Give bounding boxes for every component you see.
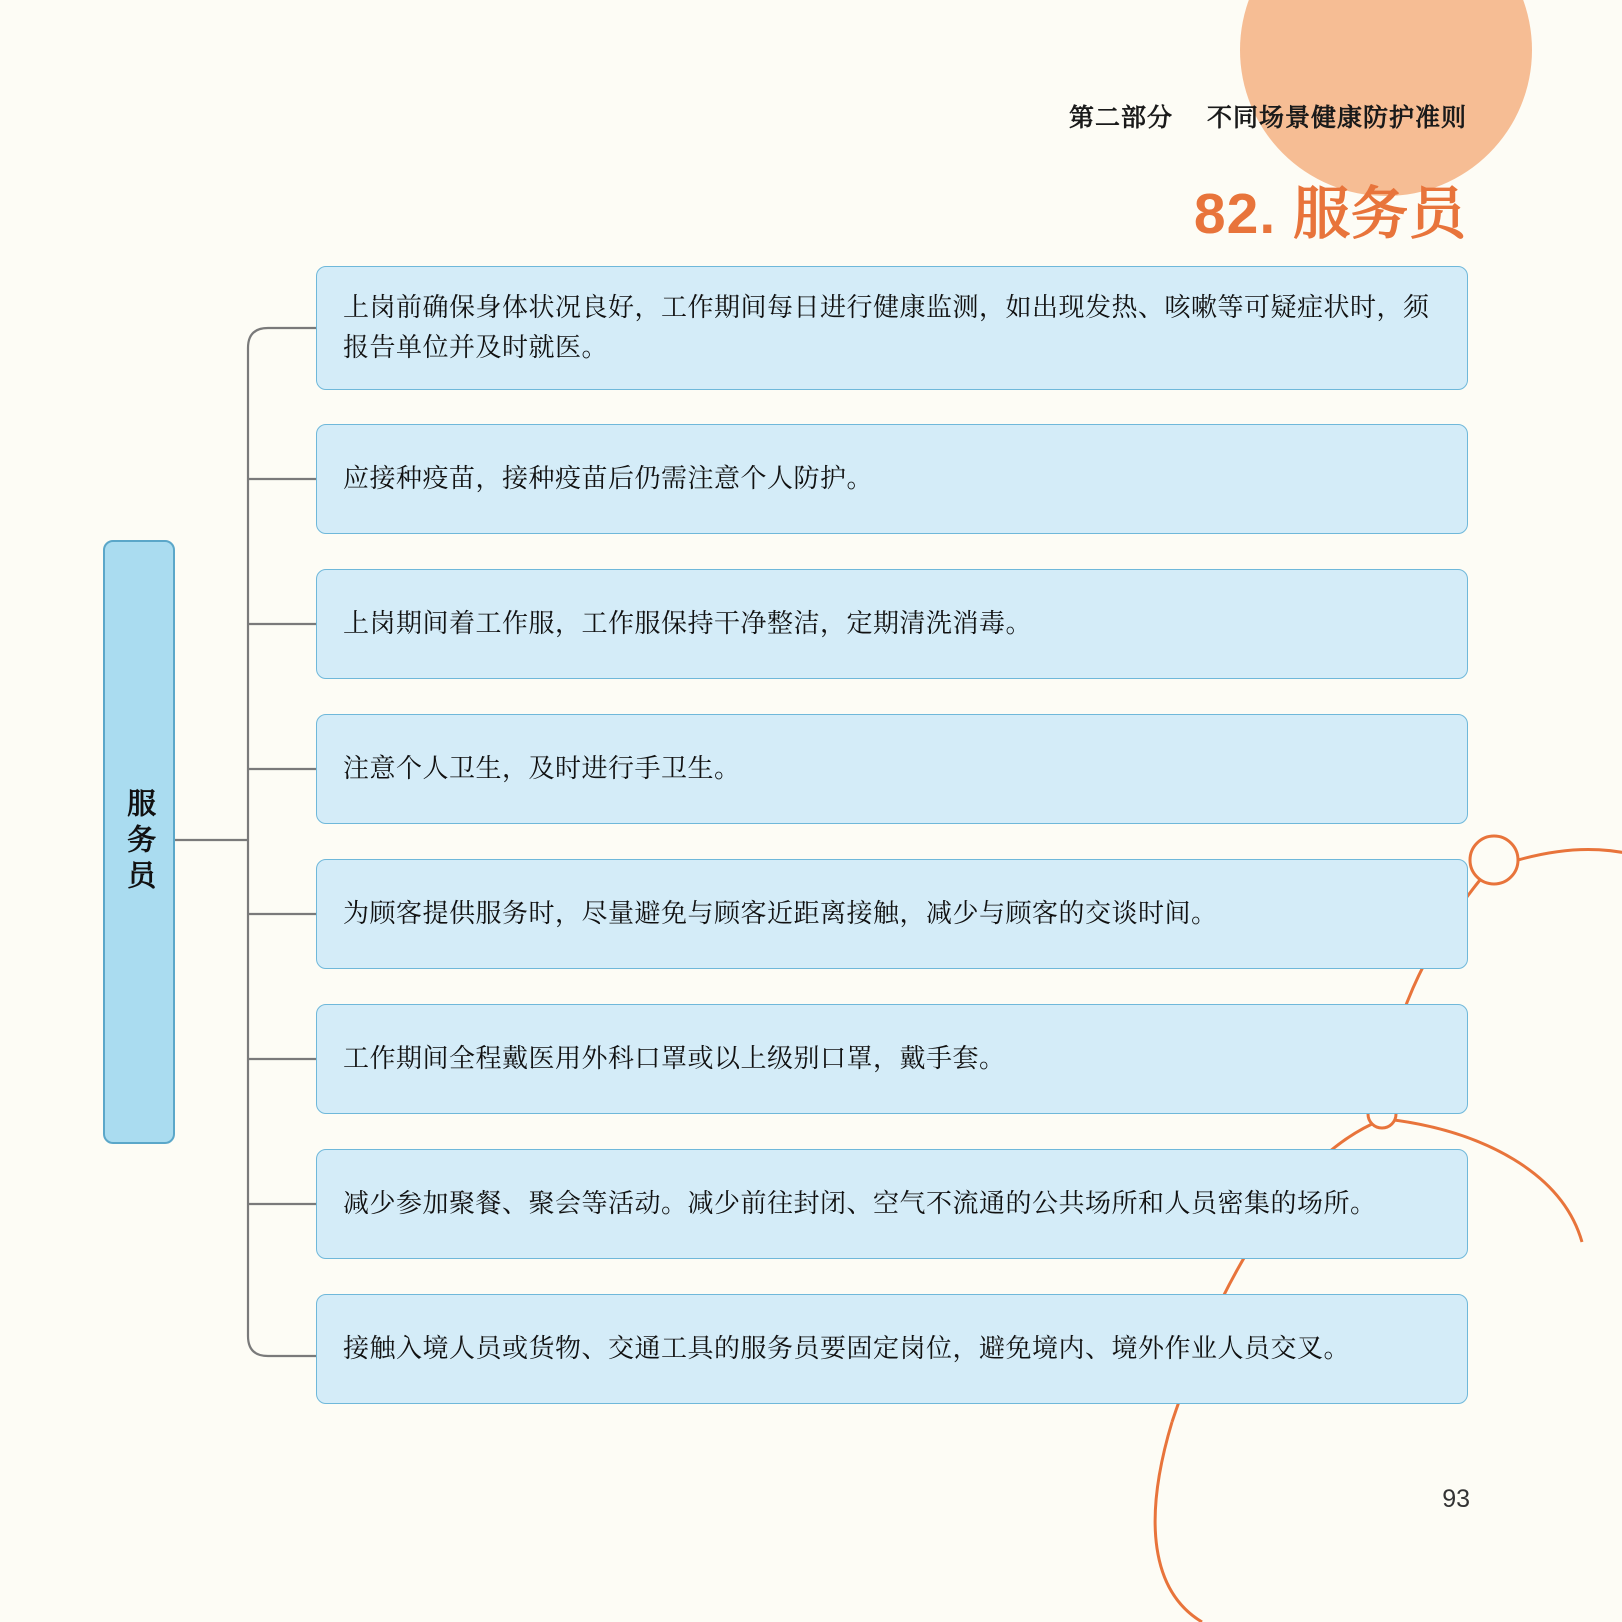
root-node	[103, 540, 175, 1144]
root-node-label: 服务员	[123, 788, 156, 896]
page-header	[1069, 98, 1467, 134]
header-part-label: 第二部分	[1068, 104, 1173, 132]
header-section-name: 不同场景健康防护准则	[1206, 104, 1467, 132]
mindmap-item	[316, 424, 1468, 534]
mindmap-item-text: 上岗前确保身体状况良好，工作期间每日进行健康监测，如出现发热、咳嗽等可疑症状时，须报告单位并及时就医。	[343, 292, 1430, 362]
mindmap-diagram	[0, 262, 1622, 1402]
mindmap-item-text: 为顾客提供服务时，尽量避免与顾客近距离接触，减少与顾客的交谈时间。	[343, 898, 1218, 929]
mindmap-item	[316, 1149, 1468, 1259]
page-title: 82. 服务员	[1193, 182, 1467, 246]
mindmap-item	[316, 1004, 1468, 1114]
mindmap-item-text: 工作期间全程戴医用外科口罩或以上级别口罩，戴手套。	[343, 1043, 1006, 1074]
mindmap-item	[316, 569, 1468, 679]
mindmap-item-text: 减少参加聚餐、聚会等活动。减少前往封闭、空气不流通的公共场所和人员密集的场所。	[343, 1188, 1377, 1219]
mindmap-item	[316, 1294, 1468, 1404]
mindmap-item	[316, 266, 1468, 390]
mindmap-item-text: 应接种疫苗，接种疫苗后仍需注意个人防护。	[343, 463, 874, 494]
mindmap-item	[316, 714, 1468, 824]
page-number: 93	[1442, 1485, 1470, 1513]
mindmap-item	[316, 859, 1468, 969]
mindmap-item-text: 注意个人卫生，及时进行手卫生。	[343, 753, 741, 784]
mindmap-item-text: 上岗期间着工作服，工作服保持干净整洁，定期清洗消毒。	[343, 608, 1033, 639]
mindmap-item-text: 接触入境人员或货物、交通工具的服务员要固定岗位，避免境内、境外作业人员交叉。	[343, 1333, 1351, 1364]
